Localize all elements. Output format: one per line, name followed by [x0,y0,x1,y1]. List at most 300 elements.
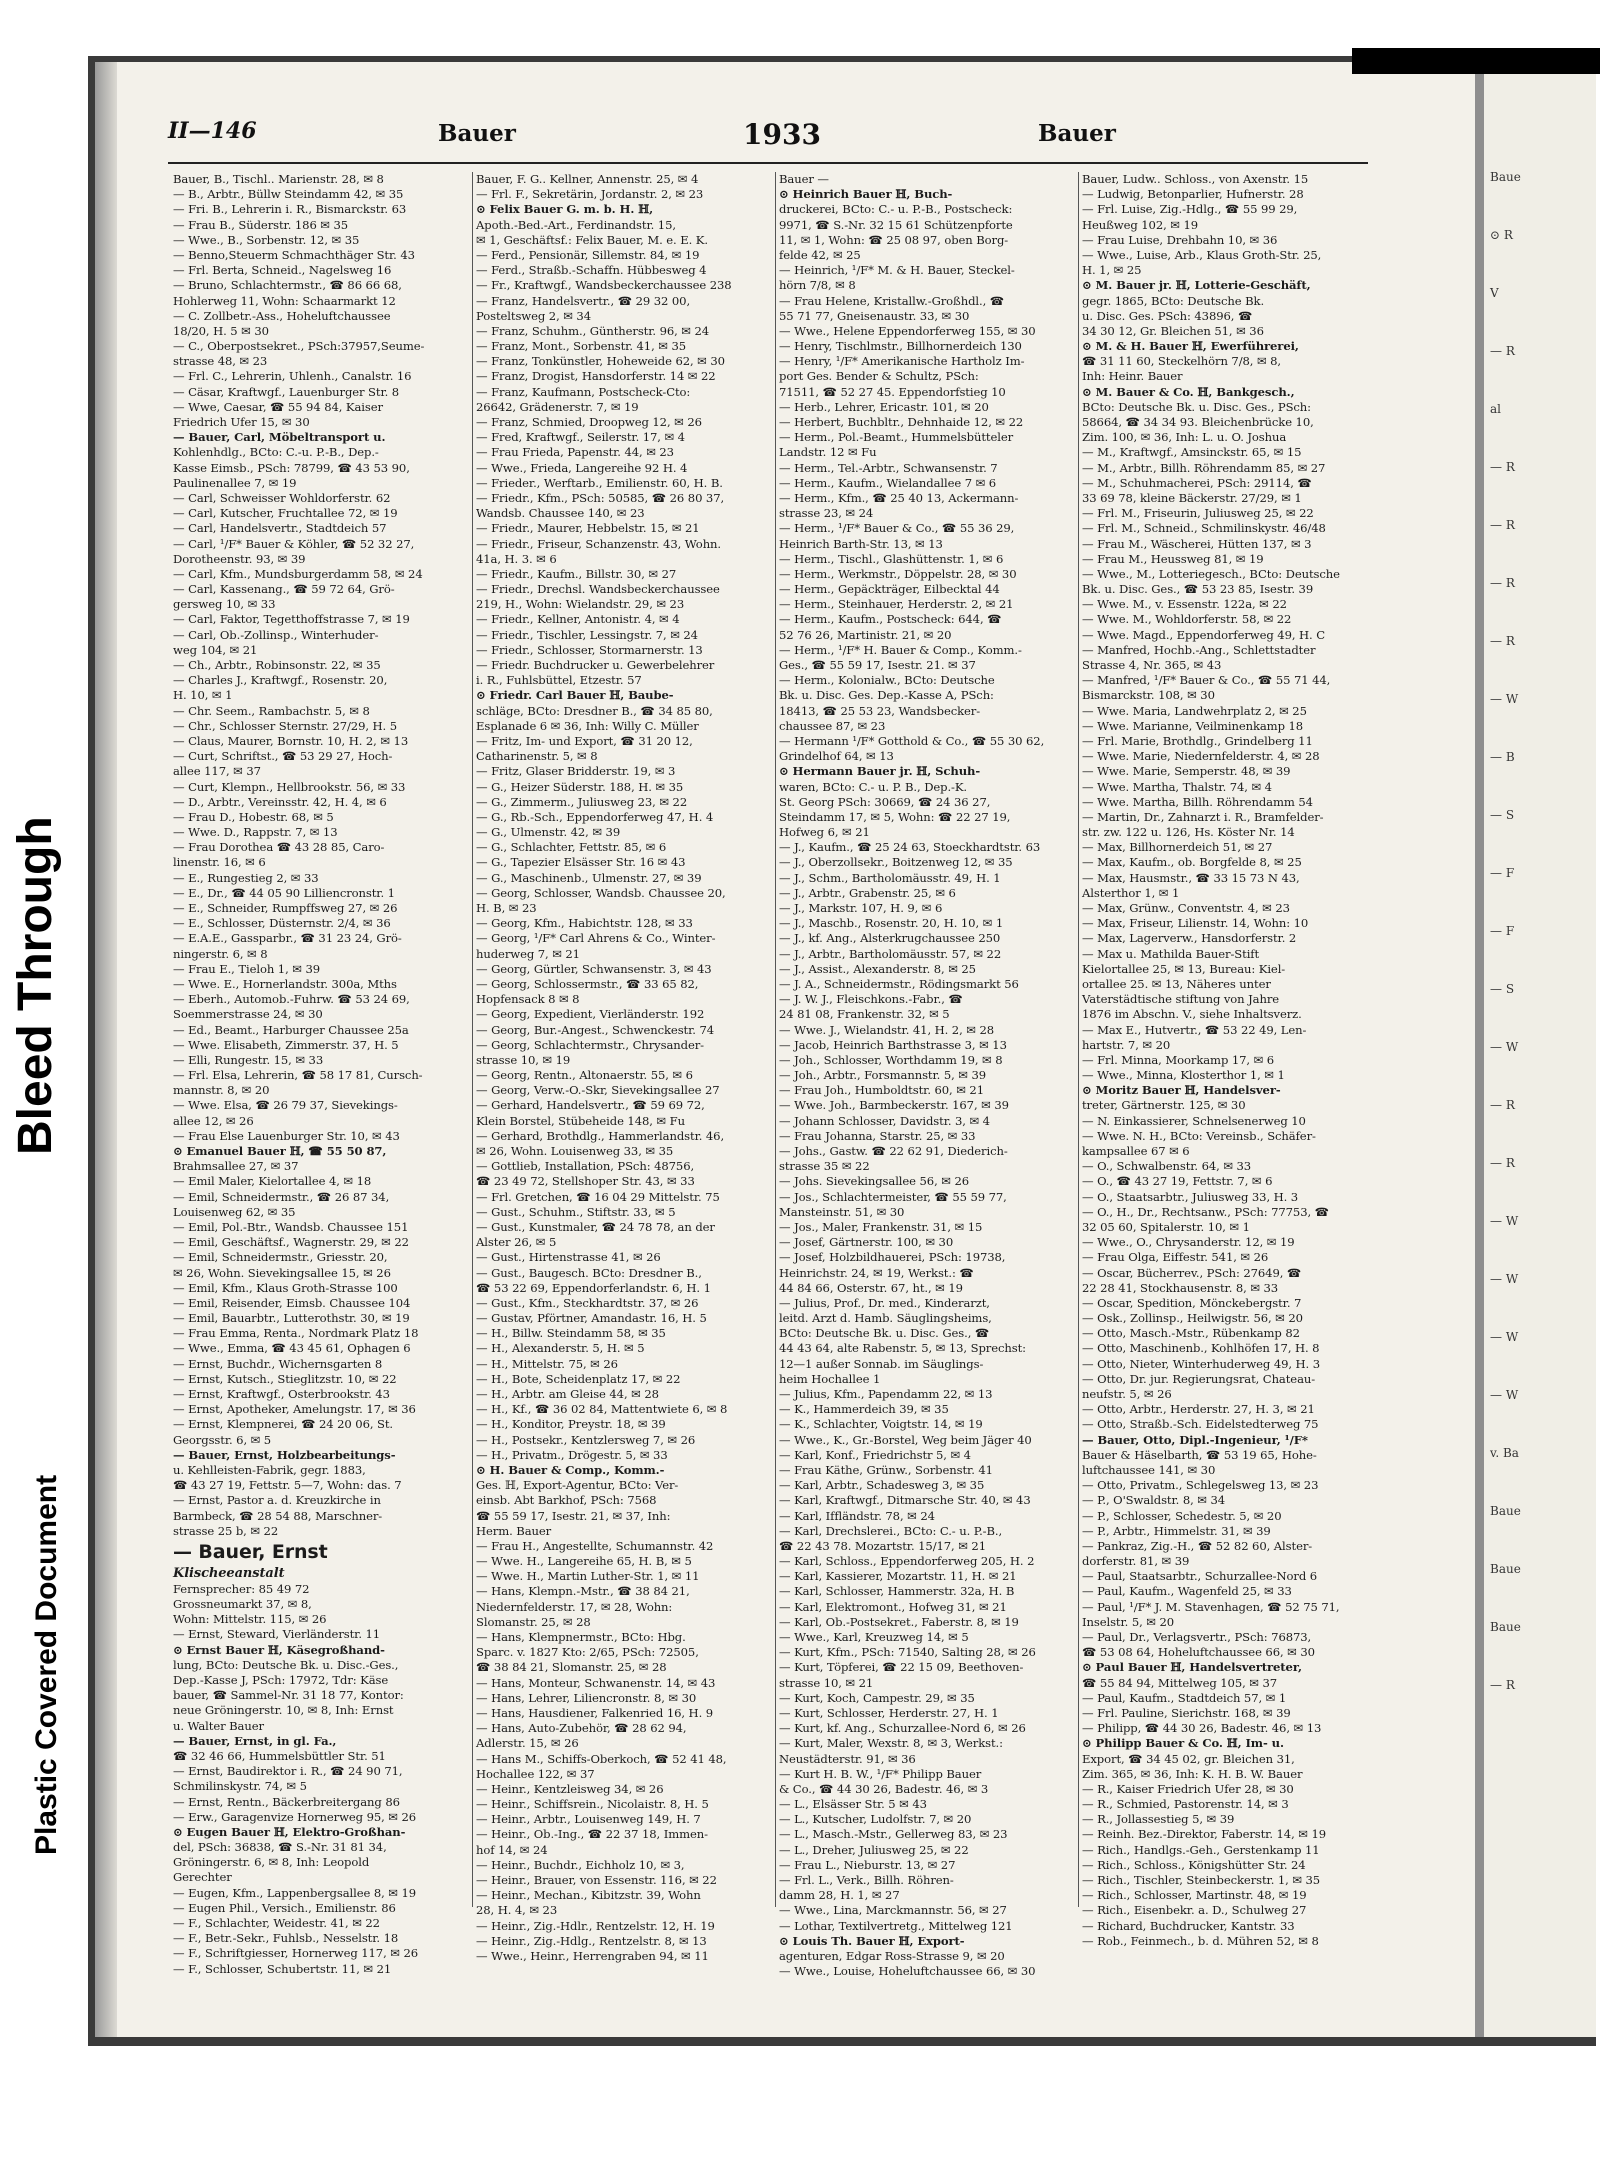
directory-entry-line: strasse 10, ✉ 19 [476,1052,571,1067]
directory-entry-line: — M., Arbtr., Billh. Röhrendamm 85, ✉ 27 [1082,460,1326,475]
directory-entry-line: — Hans, Auto-Zubehör, ☎ 28 62 94, [476,1721,687,1736]
directory-entry-line: — Wwe. D., Rappstr. 7, ✉ 13 [173,825,338,840]
directory-entry-line: — H., Konditor, Preystr. 18, ✉ 39 [476,1417,666,1432]
directory-entry-line: Export, ☎ 34 45 02, gr. Bleichen 31, [1082,1751,1295,1766]
directory-entry-line: — Gottlieb, Installation, PSch: 48756, [476,1159,695,1174]
directory-entry-line: Paulinenallee 7, ✉ 19 [173,475,297,490]
directory-entry-line: — Philipp, ☎ 44 30 26, Badestr. 46, ✉ 13 [1082,1721,1322,1736]
directory-entry-line: 41a, H. 3. ✉ 6 [476,551,557,566]
directory-entry-line: — Frl. Minna, Moorkamp 17, ✉ 6 [1082,1052,1275,1067]
directory-entry-line: — Wwe., Frieda, Langereihe 92 H. 4 [476,460,688,475]
directory-entry-line: — Carl, Faktor, Tegetthoffstrasse 7, ✉ 19 [173,612,410,627]
directory-entry-line: 12—1 außer Sonnab. im Säuglings- [779,1356,984,1371]
directory-entry-line: — Bauer, Ernst, in gl. Fa., [173,1733,337,1748]
directory-entry-line: ⊙ M. Bauer & Co. ℍ, Bankgesch., [1082,384,1295,399]
directory-entry-line: — Carl, Kfm., Mundsburgerdamm 58, ✉ 24 [173,566,423,581]
directory-entry-line: — D., Arbtr., Vereinsstr. 42, H. 4, ✉ 6 [173,794,387,809]
directory-entry-line: — Osk., Zollinsp., Heilwigstr. 56, ✉ 20 [1082,1311,1303,1326]
directory-entry-line: — Hans, Klempn.-Mstr., ☎ 38 84 21, [476,1584,690,1599]
next-page-fragment: — R [1490,634,1515,648]
directory-entry-line: — G., Rb.-Sch., Eppendorferweg 47, H. 4 [476,809,714,824]
directory-entry-line: — Carl, Handelsvertr., Stadtdeich 57 [173,521,387,536]
directory-entry-line: — Fritz, Im- und Export, ☎ 31 20 12, [476,733,693,748]
directory-entry-line: — Herm., Pol.-Beamt., Hummelsbütteler [779,430,1014,445]
directory-entry-line: — Julius, Prof., Dr. med., Kinderarzt, [779,1295,990,1310]
directory-entry-line: 26642, Grädenerstr. 7, ✉ 19 [476,399,639,414]
directory-entry-line: — J., kf. Ang., Alsterkrugchaussee 250 [779,931,1001,946]
directory-entry-line: — Franz, Handelsvertr., ☎ 29 32 00, [476,293,691,308]
directory-entry-line: — Fred, Kraftwgf., Seilerstr. 17, ✉ 4 [476,430,685,445]
directory-entry-line: — Frl. Luise, Zig.-Hdlg., ☎ 55 99 29, [1082,202,1298,217]
directory-entry-line: huderweg 7, ✉ 21 [476,946,580,961]
directory-entry-line: — Wwe. Maria, Landwehrplatz 2, ✉ 25 [1082,703,1307,718]
directory-entry-line: — Herbert, Buchbltr., Dehnhaide 12, ✉ 22 [779,415,1024,429]
directory-entry-line: — Rob., Feinmech., b. d. Mühren 52, ✉ 8 [1082,1933,1319,1948]
directory-entry-line: einsb. Abt Barkhof, PSch: 7568 [476,1493,657,1508]
directory-entry-line: Ges., ☎ 55 59 17, Isestr. 21. ✉ 37 [779,658,976,672]
directory-entry-line: Zim. 365, ✉ 36, Inh: K. H. B. W. Bauer [1082,1766,1303,1781]
directory-entry-line: — Rich., Schlosser, Martinstr. 48, ✉ 19 [1082,1888,1307,1903]
directory-entry-line: — Karl, Arbtr., Schadesweg 3, ✉ 35 [779,1478,985,1493]
directory-entry-line: — Johann Schlosser, Davidstr. 3, ✉ 4 [779,1113,990,1128]
directory-entry-line: — Ludwig, Betonparlier, Hufnerstr. 28 [1082,187,1304,202]
directory-entry-line: Niedernfelderstr. 17, ✉ 28, Wohn: [476,1599,673,1614]
directory-entry-line: Wandsb. Chaussee 140, ✉ 23 [476,506,645,521]
directory-entry-line: — Friedr., Tischler, Lessingstr. 7, ✉ 24 [476,627,698,642]
directory-entry-line: — Heinr., Schiffsrein., Nicolaistr. 8, H. 5 [476,1797,709,1812]
directory-entry-line: strasse 10, ✉ 21 [779,1675,874,1690]
directory-entry-line: — Claus, Maurer, Bornstr. 10, H. 2, ✉ 13 [173,733,409,748]
directory-entry-line: 18413, ☎ 25 53 23, Wandsbecker- [779,703,981,718]
directory-entry-line: — Benno,Steuerm Schmachthäger Str. 43 [173,247,415,262]
annotation-banner [0,590,75,1855]
directory-entry-line: Hochallee 122, ✉ 37 [476,1766,595,1781]
directory-entry-line: 28, H. 4, ✉ 23 [476,1903,558,1918]
directory-entry-line: — Manfred, ¹/F* Bauer & Co., ☎ 55 71 44, [1082,673,1331,688]
directory-entry-line: waren, BCto: C.- u. P. B., Dep.-K. [779,779,968,794]
column-divider [1078,172,1079,1907]
directory-entry-line: — Ernst, Rentn., Bäckerbreitergang 86 [173,1794,400,1809]
next-page-fragment: al [1490,402,1501,416]
directory-entry-line: leitd. Arzt d. Hamb. Säuglingsheims, [779,1311,992,1326]
directory-entry-line: Heinrich Barth-Str. 13, ✉ 13 [779,536,943,551]
directory-entry-line: — Frau M., Wäscherei, Hütten 137, ✉ 3 [1082,536,1312,551]
directory-entry-line: — K., Schlachter, Voigtstr. 14, ✉ 19 [779,1417,983,1432]
directory-entry-line: — Wwe., Helene Eppendorferweg 155, ✉ 30 [779,323,1036,338]
directory-entry-line: — Ferd., Pensionär, Sillemstr. 84, ✉ 19 [476,247,700,262]
directory-entry-line: — Gerhard, Brothdlg., Hammerlandstr. 46, [476,1128,725,1143]
directory-entry-line: — Max E., Hutvertr., ☎ 53 22 49, Len- [1082,1022,1307,1037]
directory-entry-line: — Ernst, Kraftwgf., Osterbrookstr. 43 [173,1387,390,1401]
next-page-fragment: — R [1490,1098,1515,1112]
directory-entry-line: 34 30 12, Gr. Bleichen 51, ✉ 36 [1082,323,1264,338]
directory-entry-line: 58664, ☎ 34 34 93. Bleichenbrücke 10, [1082,415,1314,429]
directory-entry-line: Ges. ℍ, Export-Agentur, BCto: Ver- [476,1478,679,1493]
directory-entry-line: Gröningerstr. 6, ✉ 8, Inh: Leopold [173,1855,370,1870]
directory-entry-line: — K., Hammerdeich 39, ✉ 35 [779,1402,949,1417]
directory-entry-line: — Frau B., Süderstr. 186 ✉ 35 [173,217,349,232]
plastic-covered-label: Plastic Covered Document [30,1474,63,1855]
directory-entry-line: chaussee 87, ✉ 23 [779,718,886,733]
directory-entry-line: — H., Bote, Scheidenplatz 17, ✉ 22 [476,1371,681,1386]
directory-entry-line: — H., Mittelstr. 75, ✉ 26 [476,1356,618,1371]
directory-entry-line: — Wwe. Magd., Eppendorferweg 49, H. C [1082,627,1325,642]
directory-entry-line: — G., Tapezier Elsässer Str. 16 ✉ 43 [476,855,686,870]
directory-entry-line: — Frl. C., Lehrerin, Uhlenh., Canalstr. 16 [173,369,412,384]
directory-entry-line: luftchaussee 141, ✉ 30 [1082,1462,1216,1477]
directory-entry-line: — M., Schuhmacherei, PSch: 29114, ☎ [1082,475,1312,490]
directory-entry-line: — Max, Lagerverw., Hansdorferstr. 2 [1082,931,1297,946]
bleed-through-label: Bleed Through [9,816,62,1155]
directory-entry-line: — H., Billw. Steindamm 58, ✉ 35 [476,1326,666,1341]
directory-entry-line: — Wwe. E., Hornerlandstr. 300a, Mths [173,976,397,991]
directory-entry-line: Kasse Eimsb., PSch: 78799, ☎ 43 53 90, [173,460,410,475]
next-page-fragment: — W [1490,692,1519,706]
directory-entry-line: Alster 26, ✉ 5 [476,1235,557,1250]
directory-entry-line: schläge, BCto: Dresdner B., ☎ 34 85 80, [476,703,713,718]
directory-entry-line: H. B, ✉ 23 [476,901,537,915]
directory-entry-line: — H., Alexanderstr. 5, H. ✉ 5 [476,1341,645,1356]
directory-entry-line: — Franz, Schuhm., Güntherstr. 96, ✉ 24 [476,323,710,338]
directory-entry-line: 9971, ☎ S.-Nr. 32 15 61 Schützenpforte [779,217,1013,232]
directory-entry-line: — Wwe. Marie, Niedernfelderstr. 4, ✉ 28 [1082,749,1320,764]
directory-entry-line: — Rich., Schloss., Königshütter Str. 24 [1082,1857,1306,1872]
directory-entry-line: — Paul, Staatsarbtr., Schurzallee-Nord 6 [1082,1569,1318,1584]
directory-entry-line: — Emil Maler, Kielortallee 4, ✉ 18 [173,1174,372,1189]
directory-entry-line: Bk. u. Disc. Ges., ☎ 53 23 85, Isestr. 39 [1082,582,1314,597]
directory-entry-line: — P., O'Swaldstr. 8, ✉ 34 [1082,1493,1226,1508]
directory-entry-line: — E., Rungestieg 2, ✉ 33 [173,870,319,885]
next-page-fragment: Baue [1490,1504,1521,1518]
directory-entry-line: — E., Schlosser, Düsternstr. 2/4, ✉ 36 [173,916,391,931]
directory-entry-line: — H., Postsekr., Kentzlersweg 7, ✉ 26 [476,1432,696,1447]
directory-entry-line: Heinrichstr. 24, ✉ 19, Werkst.: ☎ [779,1265,974,1280]
directory-entry-line: 22 28 41, Stockhausenstr. 8, ✉ 33 [1082,1280,1279,1295]
directory-entry-line: — Paul, Kaufm., Stadtdeich 57, ✉ 1 [1082,1690,1287,1705]
directory-entry-line: — L., Dreher, Juliusweg 25, ✉ 22 [779,1842,969,1857]
directory-entry-line: — Karl, Drechslerei., BCto: C.- u. P.-B., [779,1523,1003,1538]
directory-entry-line: — Emil, Pol.-Btr., Wandsb. Chaussee 151 [173,1219,409,1234]
directory-entry-line: — Kurt H. B. W., ¹/F* Philipp Bauer [779,1766,982,1781]
next-page-fragment: — W [1490,1272,1519,1286]
directory-entry-line: mannstr. 8, ✉ 20 [173,1083,270,1098]
directory-entry-line: str. zw. 122 u. 126, Hs. Köster Nr. 14 [1082,825,1295,840]
directory-entry-line: — Frl. Berta, Schneid., Nagelsweg 16 [173,263,392,278]
directory-entry-line: ningerstr. 6, ✉ 8 [173,946,268,961]
directory-entry-line: Hofweg 6, ✉ 21 [779,825,870,840]
directory-entry-line: Wohn: Mittelstr. 115, ✉ 26 [173,1612,327,1627]
directory-entry-line: — Karl, Kraftwgf., Ditmarsche Str. 40, ✉ 43 [779,1493,1031,1508]
directory-entry-line: — Wwe. Elsa, ☎ 26 79 37, Sievekings- [173,1098,398,1113]
directory-entry-line: — Wwe. Marie, Semperstr. 48, ✉ 39 [1082,764,1291,779]
directory-entry-line: BCto: Deutsche Bk. u. Disc. Ges., PSch: [1082,399,1311,414]
directory-entry-line: Strasse 4, Nr. 365, ✉ 43 [1082,658,1222,672]
directory-entry-line: Grossneumarkt 37, ✉ 8, [173,1597,312,1612]
directory-entry-line: Neustädterstr. 91, ✉ 36 [779,1751,916,1766]
directory-entry-line: — Paul, ¹/F* J. M. Stavenhagen, ☎ 52 75 71, [1082,1599,1340,1614]
directory-entry-line: — Chr., Schlosser Sternstr. 27/29, H. 5 [173,718,397,733]
directory-entry-line: — Ernst, Kutsch., Stieglitzstr. 10, ✉ 22 [173,1371,397,1386]
directory-entry-line: — Frl. M., Friseurin, Juliusweg 25, ✉ 22 [1082,506,1314,521]
directory-entry-line: ⊙ Louis Th. Bauer ℍ, Export- [779,1933,965,1948]
directory-entry-line: — J., Kaufm., ☎ 25 24 63, Stoeckhardtstr. 63 [779,840,1041,855]
scan-black-corner [1352,48,1600,74]
directory-entry-line: ☎ 22 43 78. Mozartstr. 15/17, ✉ 21 [779,1538,986,1553]
directory-entry-line: — N. Einkassierer, Schnelsenerweg 10 [1082,1113,1306,1128]
directory-entry-line: weg 104, ✉ 21 [173,642,258,657]
directory-entry-line: — G., Ulmenstr. 42, ✉ 39 [476,825,621,840]
directory-entry-line: 18/20, H. 5 ✉ 30 [173,323,269,338]
directory-entry-line: — Joh., Schlosser, Worthdamm 19, ✉ 8 [779,1052,1003,1067]
directory-entry-line: — Rich., Handlgs.-Geh., Gerstenkamp 11 [1082,1842,1320,1857]
directory-entry-line: — Wwe. M., Wohldorferstr. 58, ✉ 22 [1082,612,1292,627]
directory-entry-line: Gerechter [173,1870,232,1885]
directory-entry-line: — Herb., Lehrer, Ericastr. 101, ✉ 20 [779,399,989,414]
column-divider [775,172,776,1907]
directory-entry-line: — Karl, Iffländstr. 78, ✉ 24 [779,1508,935,1523]
directory-entry-line: — Frau Käthe, Grünw., Sorbenstr. 41 [779,1462,993,1477]
directory-entry-line: — Kurt, Koch, Campestr. 29, ✉ 35 [779,1690,975,1705]
directory-entry-line: — Paul, Dr., Verlagsvertr., PSch: 76873, [1082,1630,1312,1644]
directory-entry-line: Bismarckstr. 108, ✉ 30 [1082,688,1215,703]
directory-entry-line: — O., H., Dr., Rechtsanw., PSch: 77753, ☎ [1082,1204,1329,1219]
directory-entry-line: 44 84 66, Osterstr. 67, ht., ✉ 19 [779,1280,963,1295]
directory-entry-line: — E.A.E., Gassparbr., ☎ 31 23 24, Grö- [173,931,402,946]
directory-entry-line: — Carl, Kutscher, Fruchtallee 72, ✉ 19 [173,506,398,521]
directory-entry-line: — J., Schm., Bartholomäusstr. 49, H. 1 [779,870,1001,885]
directory-entry-line: hörn 7/8, ✉ 8 [779,278,856,293]
directory-entry-line: neue Gröningerstr. 10, ✉ 8, Inh: Ernst [173,1703,394,1718]
directory-entry-line: — Friedr., Schlosser, Stormarnerstr. 13 [476,642,703,657]
directory-entry-line: H. 10, ✉ 1 [173,688,233,703]
directory-entry-line: — Frl. Pauline, Sierichstr. 168, ✉ 39 [1082,1705,1291,1720]
directory-entry-line: — Georg, ¹/F* Carl Ahrens & Co., Winter- [476,931,716,946]
directory-entry-line: ⊙ Hermann Bauer jr. ℍ, Schuh- [779,764,981,779]
directory-entry-line: — Heinr., Kentzleisweg 34, ✉ 26 [476,1781,664,1796]
directory-entry-line: Bauer, F. G.. Kellner, Annenstr. 25, ✉ 4 [476,172,699,186]
directory-entry-line: — Frau Johanna, Starstr. 25, ✉ 33 [779,1128,976,1143]
directory-entry-line: — Carl, Ob.-Zollinsp., Winterhuder- [173,627,379,642]
page-binding-edge [95,62,117,2037]
next-page-fragment: — R [1490,460,1515,474]
directory-entry-line: Schmilinskystr. 74, ✉ 5 [173,1779,307,1794]
next-page-fragment: — W [1490,1214,1519,1228]
directory-entry-line: — Bauer, Otto, Dipl.-Ingenieur, ¹/F* [1082,1432,1308,1447]
directory-entry-line: ☎ 31 11 60, Steckelhörn 7/8, ✉ 8, [1082,354,1282,369]
directory-entry-line: — Max, Grünw., Conventstr. 4, ✉ 23 [1082,901,1290,915]
directory-entry-line: — Karl, Konf., Friedrichstr 5, ✉ 4 [779,1447,971,1462]
directory-entry-line: — M., Kraftwgf., Amsinckstr. 65, ✉ 15 [1082,445,1302,460]
directory-entry-line: Alsterthor 1, ✉ 1 [1082,885,1180,900]
directory-entry-line: — Georg, Expedient, Vierländerstr. 192 [476,1007,705,1022]
directory-entry-line: — Frieder., Werftarb., Emilienstr. 60, H. B. [476,475,723,490]
directory-entry-line: — Oscar, Spedition, Mönckebergstr. 7 [1082,1295,1302,1310]
directory-entry-line: — Herm., Kaufm., Wielandallee 7 ✉ 6 [779,475,997,490]
directory-entry-line: Bauer & Häselbarth, ☎ 53 19 65, Hohe- [1082,1447,1317,1462]
directory-entry-line: — Jacob, Heinrich Barthstrasse 3, ✉ 13 [779,1037,1007,1052]
directory-entry-line: — Fri. B., Lehrerin i. R., Bismarckstr. 63 [173,202,407,217]
directory-entry-line: — Wwe. Elisabeth, Zimmerstr. 37, H. 5 [173,1037,399,1052]
directory-entry-line: Klischeeanstalt [173,1565,285,1581]
directory-entry-line: — C. Zollbetr.-Ass., Hoheluftchaussee [173,308,391,323]
directory-entry-line: — Heinr., Zig.-Hdlr., Rentzelstr. 12, H. 19 [476,1918,715,1933]
next-page-fragment: — R [1490,518,1515,532]
directory-entry-line: — Frl. Marie, Brothdlg., Grindelberg 11 [1082,733,1313,748]
directory-entry-line: — Georg, Rentn., Altonaerstr. 55, ✉ 6 [476,1068,693,1083]
directory-entry-line: & Co., ☎ 44 30 26, Badestr. 46, ✉ 3 [779,1781,989,1796]
directory-entry-line: — Heinr., Arbtr., Louisenweg 149, H. 7 [476,1812,701,1827]
directory-entry-line: — E., Dr., ☎ 44 05 90 Lilliencronstr. 1 [173,885,395,900]
directory-entry-line: neufstr. 5, ✉ 26 [1082,1387,1172,1401]
directory-column-1 [173,172,478,1976]
directory-entry-line: — Karl, Schlosser, Hammerstr. 32a, H. B [779,1584,1015,1599]
directory-entry-line: — Hans M., Schiffs-Oberkoch, ☎ 52 41 48, [476,1751,727,1766]
directory-entry-line: damm 28, H. 1, ✉ 27 [779,1888,900,1903]
column-divider [472,172,473,1907]
directory-entry-line: Posteltsweg 2, ✉ 34 [476,308,591,323]
directory-entry-line: — Emil, Schneidermstr., ☎ 26 87 34, [173,1189,390,1204]
directory-entry-line: — Otto, Masch.-Mstr., Rübenkamp 82 [1082,1326,1300,1341]
directory-entry-line: — Ernst, Pastor a. d. Kreuzkirche in [173,1493,381,1508]
directory-entry-line: ✉ 26, Wohn. Sievekingsallee 15, ✉ 26 [173,1265,391,1280]
directory-entry-line: hartstr. 7, ✉ 20 [1082,1037,1171,1052]
directory-entry-line: — Frau Helene, Kristallw.-Großhdl., ☎ [779,293,1005,308]
directory-entry-line: — Franz, Kaufmann, Postscheck-Cto: [476,384,691,399]
directory-entry-line: — Jos., Schlachtermeister, ☎ 55 59 77, [779,1189,1007,1204]
directory-entry-line: — Fr., Kraftwgf., Wandsbeckerchaussee 238 [476,278,732,293]
directory-entry-line: — Bauer, Ernst [173,1540,328,1563]
directory-entry-line: — Frau M., Heussweg 81, ✉ 19 [1082,551,1264,566]
directory-entry-line: ⊙ Friedr. Carl Bauer ℍ, Baube- [476,688,674,703]
directory-entry-line: strasse 35 ✉ 22 [779,1159,870,1174]
directory-entry-line: ⊙ Paul Bauer ℍ, Handelsvertreter, [1082,1660,1302,1675]
directory-entry-line: — Herm., Kolonialw., BCto: Deutsche [779,673,995,688]
directory-entry-line: — O., Staatsarbtr., Juliusweg 33, H. 3 [1082,1189,1299,1204]
directory-entry-line: — Heinr., Brauer, von Essenstr. 116, ✉ 22 [476,1873,717,1887]
directory-entry-line: — Emil, Kfm., Klaus Groth-Strasse 100 [173,1280,398,1295]
directory-entry-line: Adlerstr. 15, ✉ 26 [476,1736,579,1751]
next-page-fragment: — S [1490,982,1515,996]
directory-entry-line: — J., Markstr. 107, H. 9, ✉ 6 [779,901,943,915]
directory-entry-line: 24 81 08, Frankenstr. 32, ✉ 5 [779,1007,950,1022]
directory-entry-line: — F., Schlachter, Weidestr. 41, ✉ 22 [173,1916,380,1930]
directory-entry-line: — Eugen, Kfm., Lappenbergsallee 8, ✉ 19 [173,1885,417,1900]
directory-entry-line: ortallee 25. ✉ 13, Näheres unter [1082,976,1271,991]
directory-entry-line: — Karl, Kassierer, Mozartstr. 11, H. ✉ 21 [779,1569,1017,1584]
directory-entry-line: — Max u. Mathilda Bauer-Stift [1082,946,1260,961]
directory-entry-line: ☎ 53 08 64, Hoheluftchaussee 66, ✉ 30 [1082,1645,1315,1660]
directory-entry-line: — Georg, Gürtler, Schwansenstr. 3, ✉ 43 [476,961,712,976]
running-head-right: Bauer [1038,120,1116,147]
directory-entry-line: Inselstr. 5, ✉ 20 [1082,1614,1175,1629]
directory-entry-line: — J., Arbtr., Bartholomäusstr. 57, ✉ 22 [779,946,1002,961]
directory-entry-line: — Frau Luise, Drehbahn 10, ✉ 36 [1082,232,1278,247]
directory-entry-line: — Emil, Geschäftsf., Wagnerstr. 29, ✉ 22 [173,1235,409,1250]
directory-entry-line: — Friedr., Friseur, Schanzenstr. 43, Wohn. [476,536,722,551]
directory-entry-line: Dorotheenstr. 93, ✉ 39 [173,551,306,566]
directory-entry-line: strasse 23, ✉ 24 [779,506,874,521]
directory-entry-line: — Johs. Sievekingsallee 56, ✉ 26 [779,1174,969,1189]
directory-entry-line: — Gust., Kfm., Steckhardtstr. 37, ✉ 26 [476,1295,699,1310]
directory-entry-line: — Ernst, Buchdr., Wichernsgarten 8 [173,1356,383,1371]
directory-entry-line: — Fritz, Glaser Bridderstr. 19, ✉ 3 [476,764,676,779]
next-page-edge [1484,62,1596,2037]
directory-entry-line: ⊙ Eugen Bauer ℍ, Elektro-Großhan- [173,1824,406,1839]
directory-entry-line: felde 42, ✉ 25 [779,247,861,262]
directory-entry-line: — L., Kutscher, Ludolfstr. 7, ✉ 20 [779,1812,972,1827]
directory-entry-line: — Josef, Gärtnerstr. 100, ✉ 30 [779,1235,954,1250]
running-head-left: Bauer [438,120,516,147]
directory-entry-line: — O., Schwalbenstr. 64, ✉ 33 [1082,1159,1252,1174]
directory-entry-line: — Max, Billhornerdeich 51, ✉ 27 [1082,840,1273,855]
directory-entry-line: — Pankraz, Zig.-H., ☎ 52 82 60, Alster- [1082,1538,1313,1553]
directory-entry-line: — Frau Emma, Renta., Nordmark Platz 18 [173,1326,419,1341]
directory-entry-line: i. R., Fuhlsbüttel, Etzestr. 57 [476,673,642,688]
directory-entry-line: — E., Schneider, Rumpffsweg 27, ✉ 26 [173,901,398,915]
directory-entry-line: — Frau L., Nieburstr. 13, ✉ 27 [779,1857,956,1872]
directory-entry-line: — Joh., Arbtr., Forsmannstr. 5, ✉ 39 [779,1068,987,1083]
directory-entry-line: — Herm., Steinhauer, Herderstr. 2, ✉ 21 [779,597,1014,612]
directory-entry-line: — Carl, Schweisser Wohldorferstr. 62 [173,490,391,505]
directory-entry-line: — Bruno, Schlachtermstr., ☎ 86 66 68, [173,278,402,293]
directory-entry-line: ✉ 1, Geschäftsf.: Felix Bauer, M. e. E. K. [476,232,708,247]
directory-entry-line: ⊙ Emanuel Bauer ℍ, ☎ 55 50 87, [173,1144,387,1158]
directory-entry-line: — Heinrich, ¹/F* M. & H. Bauer, Steckel- [779,263,1015,278]
directory-entry-line: — Eberh., Automob.-Fuhrw. ☎ 53 24 69, [173,992,410,1007]
directory-entry-line: — Manfred, Hochb.-Ang., Schlettstadter [1082,642,1316,657]
directory-entry-line: — Frau Dorothea ☎ 43 28 85, Caro- [173,840,385,855]
next-page-fragment: — R [1490,1156,1515,1170]
directory-entry-line: — Heinr., Ob.-Ing., ☎ 22 37 18, Immen- [476,1827,708,1842]
directory-entry-line: — Frl. Gretchen, ☎ 16 04 29 Mittelstr. 75 [476,1189,720,1204]
directory-entry-line: H. 1, ✉ 25 [1082,263,1142,278]
directory-entry-line: — Herm., Tischl., Glashüttenstr. 1, ✉ 6 [779,551,1004,566]
directory-entry-line: — Friedr., Kaufm., Billstr. 30, ✉ 27 [476,566,677,581]
directory-entry-line: — J., Maschb., Rosenstr. 20, H. 10, ✉ 1 [779,916,1004,931]
directory-entry-line: Esplanade 6 ✉ 36, Inh: Willy C. Müller [476,718,699,733]
directory-entry-line: — Wwe., O., Chrysanderstr. 12, ✉ 19 [1082,1235,1295,1250]
directory-entry-line: — Emil, Schneidermstr., Griesstr. 20, [173,1250,388,1265]
directory-entry-line: — Hans, Hausdiener, Falkenried 16, H. 9 [476,1705,714,1720]
directory-entry-line: — J., Oberzollsekr., Boitzenweg 12, ✉ 35 [779,855,1013,870]
next-page-fragment: — R [1490,1678,1515,1692]
directory-entry-line: — Frl. M., Schneid., Schmilinskystr. 46/48 [1082,521,1326,536]
directory-entry-line: — Otto, Privatm., Schlegelsweg 13, ✉ 23 [1082,1478,1319,1493]
directory-entry-line: Grindelhof 64, ✉ 13 [779,749,894,764]
directory-entry-line: — Wwe. Martha, Thalstr. 74, ✉ 4 [1082,779,1272,794]
directory-entry-line: — Otto, Straßb.-Sch. Eidelstedterweg 75 [1082,1417,1319,1432]
directory-entry-line: Bauer, B., Tischl.. Marienstr. 28, ✉ 8 [173,172,384,186]
directory-entry-line: 52 76 26, Martinistr. 21, ✉ 20 [779,627,952,642]
directory-entry-line: — Gust., Baugesch. BCto: Dresdner B., [476,1265,702,1280]
directory-entry-line: — Frau Else Lauenburger Str. 10, ✉ 43 [173,1128,400,1143]
directory-entry-line: — Wwe., B., Sorbenstr. 12, ✉ 35 [173,232,360,247]
directory-entry-line: — Herm., Werkmstr., Döppelstr. 28, ✉ 30 [779,566,1017,581]
directory-entry-line: — Franz, Schmied, Droopweg 12, ✉ 26 [476,415,702,429]
directory-entry-line: port Ges. Bender & Schultz, PSch: [779,369,979,384]
directory-entry-line: dorferstr. 81, ✉ 39 [1082,1554,1190,1569]
directory-entry-line: — Kurt, Maler, Wexstr. 8, ✉ 3, Werkst.: [779,1736,1003,1751]
directory-entry-line: — Wwe., Luise, Arb., Klaus Groth-Str. 25, [1082,247,1322,262]
directory-entry-line: — Wwe., Louise, Hoheluftchaussee 66, ✉ 30 [779,1964,1036,1979]
next-page-fragment: V [1490,286,1499,300]
directory-entry-line: — Heinr., Buchdr., Eichholz 10, ✉ 3, [476,1857,685,1872]
directory-entry-line: ☎ 55 84 94, Mittelweg 105, ✉ 37 [1082,1675,1278,1690]
directory-entry-line: — Henry, ¹/F* Amerikanische Hartholz Im- [779,354,1025,369]
next-page-fragment: Baue [1490,1620,1521,1634]
directory-entry-line: gersweg 10, ✉ 33 [173,597,276,612]
directory-entry-line: — Carl, ¹/F* Bauer & Köhler, ☎ 52 32 27, [173,536,415,551]
